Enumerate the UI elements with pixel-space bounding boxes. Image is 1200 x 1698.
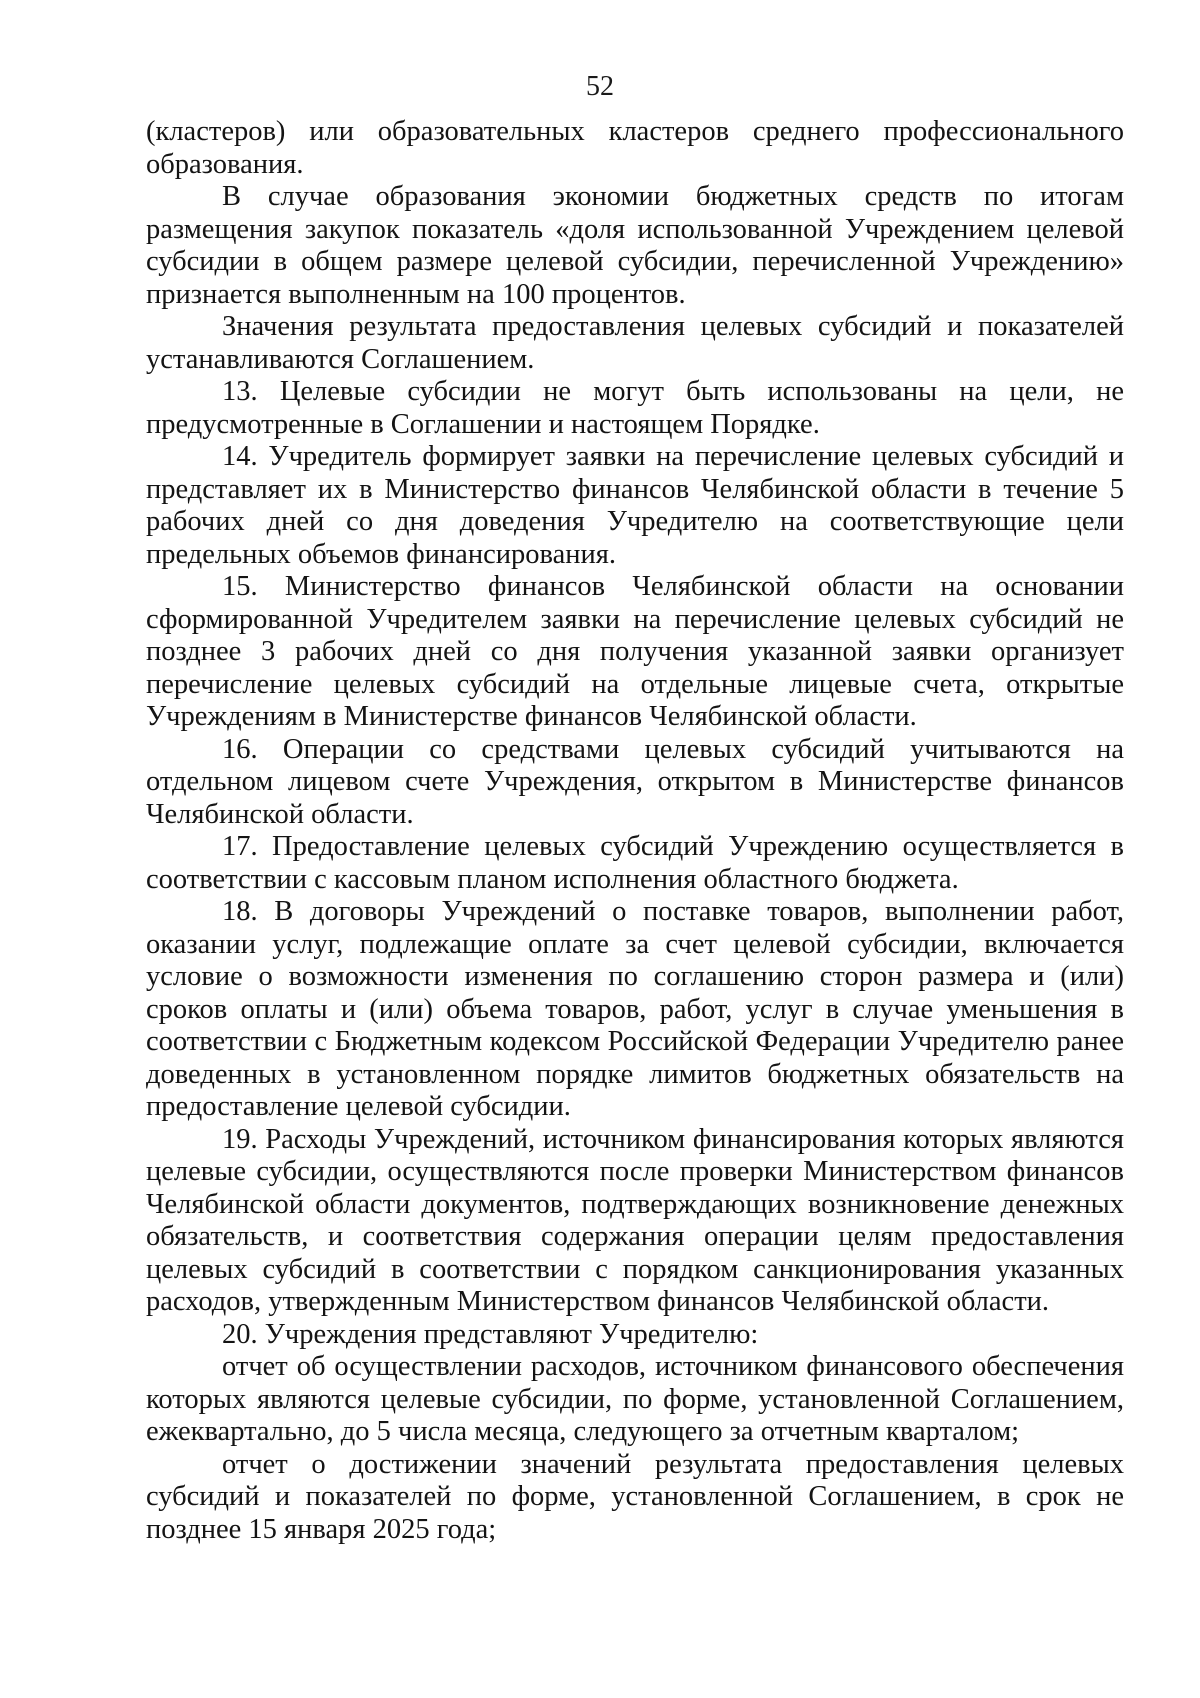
paragraph: отчет о достижении значений результата предоставления целевых субсидий и показателей по форме, установленной Соглашением, в срок не позднее 15 января 2025 года; xyxy=(146,1448,1124,1545)
paragraph: 18. В договоры Учреждений о поставке товаров, выполнении работ, оказании услуг, подлежащие оплате за счет целевой субсидии, включается условие о возможности изменения по соглашению сторон размера и (или) сроков оплаты и (или) объема товаров, работ, услуг в случае уменьшения в соответствии с Бюджетным кодексом Российской Федерации Учредителю ранее доведенных в установленном порядке лимитов бюджетных обязательств на предоставление целевой субсидии. xyxy=(146,896,1124,1122)
paragraph: В случае образования экономии бюджетных средств по итогам размещения закупок показатель «доля использованной Учреждением целевой субсидии в общем размере целевой субсидии, перечисленной Учреждению» признается выполненным на 100 процентов. xyxy=(146,181,1124,310)
page-number: 52 xyxy=(586,71,614,102)
paragraph: 15. Министерство финансов Челябинской области на основании сформированной Учредителем заявки на перечисление целевых субсидий не позднее 3 рабочих дней со дня получения указанной заявки организует перечисление целевых субсидий на отдельные лицевые счета, открытые Учреждениям в Министерстве финансов Челябинской области. xyxy=(146,571,1124,732)
paragraph: 19. Расходы Учреждений, источником финансирования которых являются целевые субсидии, осуществляются после проверки Министерством финансов Челябинской области документов, подтверждающих возникновение денежных обязательств, и соответствия содержания операции целям предоставления целевых субсидий в соответствии с порядком санкционирования указанных расходов, утвержденным Министерством финансов Челябинской области. xyxy=(146,1123,1124,1317)
paragraph: отчет об осуществлении расходов, источником финансового обеспечения которых являются целевые субсидии, по форме, установленной Соглашением, ежеквартально, до 5 числа месяца, следующего за отчетным кварталом; xyxy=(146,1351,1124,1447)
paragraph: 16. Операции со средствами целевых субсидий учитываются на отдельном лицевом счете Учреждения, открытом в Министерстве финансов Челябинской области. xyxy=(146,733,1124,830)
paragraph: 14. Учредитель формирует заявки на перечисление целевых субсидий и представляет их в Министерство финансов Челябинской области в течение 5 рабочих дней со дня доведения Учредителю на соответствующие цели предельных объемов финансирования. xyxy=(146,441,1124,570)
paragraph: Значения результата предоставления целевых субсидий и показателей устанавливаются Соглашением. xyxy=(146,311,1124,375)
paragraph: 13. Целевые субсидии не могут быть использованы на цели, не предусмотренные в Соглашении и настоящем Порядке. xyxy=(146,376,1124,440)
paragraph: (кластеров) или образовательных кластеров среднего профессионального образования. xyxy=(146,116,1124,180)
paragraph: 17. Предоставление целевых субсидий Учреждению осуществляется в соответствии с кассовым планом исполнения областного бюджета. xyxy=(146,831,1124,895)
document-body xyxy=(146,116,1124,1546)
paragraph: 20. Учреждения представляют Учредителю: xyxy=(222,1318,759,1350)
